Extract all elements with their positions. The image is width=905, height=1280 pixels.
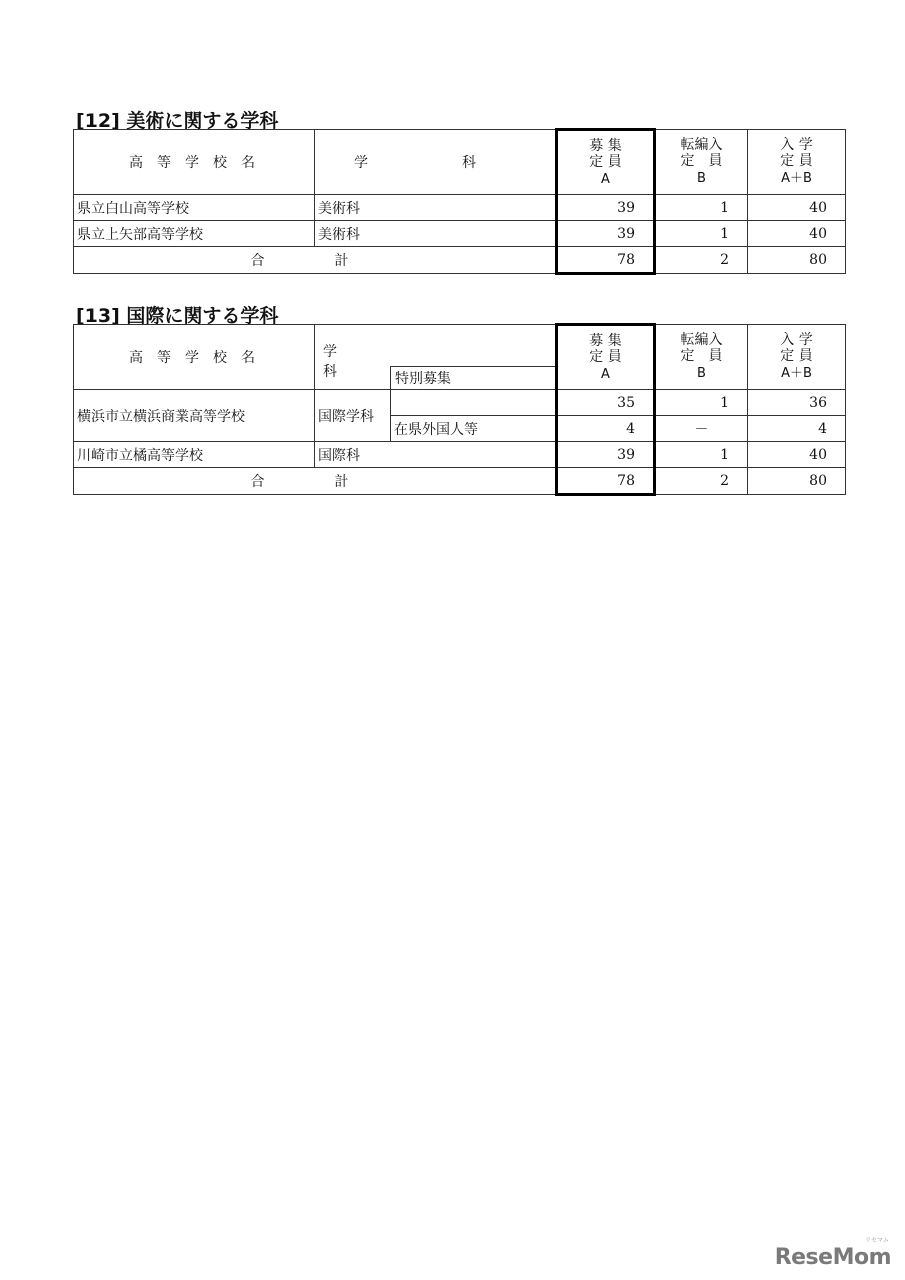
total-b: 2 xyxy=(655,468,748,495)
value-a: 39 xyxy=(557,195,655,221)
school-name: 県立上矢部高等学校 xyxy=(74,221,315,247)
special-value-a: 4 xyxy=(557,416,655,442)
total-row xyxy=(74,468,846,495)
section-title: [12] 美術に関する学科 xyxy=(76,110,279,132)
header-col-c-sub: A＋B xyxy=(781,171,812,186)
value-b: 1 xyxy=(655,390,748,416)
value-b: 1 xyxy=(655,442,748,468)
total-label: 合計 xyxy=(74,247,557,274)
special-name: 在県外国人等 xyxy=(391,416,557,442)
total-row xyxy=(74,247,846,274)
value-a: 35 xyxy=(557,390,655,416)
value-c: 40 xyxy=(748,221,846,247)
value-a: 39 xyxy=(557,221,655,247)
header-col-b xyxy=(655,325,748,390)
header-dept: 学 科 xyxy=(315,325,391,390)
header-dept: 学 科 xyxy=(315,130,557,195)
value-a: 39 xyxy=(557,442,655,468)
school-name: 横浜市立横浜商業高等学校 xyxy=(74,390,315,442)
total-b: 2 xyxy=(655,247,748,274)
header-col-b xyxy=(655,130,748,195)
section-title: [13] 国際に関する学科 xyxy=(76,305,279,327)
header-col-a-sub: A xyxy=(601,366,610,382)
header-school: 高等学校名 xyxy=(74,325,315,390)
header-col-c-label: 入 学 定 員 xyxy=(780,332,813,364)
value-c: 40 xyxy=(748,442,846,468)
header-col-b-sub: B xyxy=(697,171,706,186)
dept-name: 美術科 xyxy=(315,221,557,247)
resemom-logo: ReseMom xyxy=(774,1245,891,1270)
school-name: 県立白山高等学校 xyxy=(74,195,315,221)
capacity-table-international xyxy=(73,323,846,496)
header-col-a-label: 募 集 定 員 xyxy=(589,137,622,170)
total-c: 80 xyxy=(748,247,846,274)
table-row xyxy=(74,442,846,468)
special-blank xyxy=(391,390,557,416)
value-c: 40 xyxy=(748,195,846,221)
table-row xyxy=(74,390,846,416)
dept-name: 美術科 xyxy=(315,195,557,221)
header-col-a-label: 募 集 定 員 xyxy=(589,332,622,365)
school-name: 川崎市立橘高等学校 xyxy=(74,442,315,468)
header-col-c-label: 入 学 定 員 xyxy=(780,137,813,169)
total-label: 合計 xyxy=(74,468,557,495)
value-c: 36 xyxy=(748,390,846,416)
header-col-b-sub: B xyxy=(697,366,706,381)
dept-name: 国際学科 xyxy=(315,390,391,442)
special-value-b: － xyxy=(655,416,748,442)
header-dept-blank xyxy=(391,325,557,367)
header-col-a-sub: A xyxy=(601,171,610,187)
total-a: 78 xyxy=(557,247,655,274)
header-special: 特別募集 xyxy=(391,366,557,389)
header-school: 高等学校名 xyxy=(74,130,315,195)
watermark-sub: リセマム xyxy=(865,1237,889,1244)
header-col-a xyxy=(557,325,655,390)
total-a: 78 xyxy=(557,468,655,495)
capacity-table-art xyxy=(73,128,846,275)
dept-name: 国際科 xyxy=(315,442,557,468)
value-b: 1 xyxy=(655,221,748,247)
header-col-c xyxy=(748,325,846,390)
header-col-b-label: 転編入 定 員 xyxy=(680,137,723,169)
total-c: 80 xyxy=(748,468,846,495)
header-col-a xyxy=(557,130,655,195)
header-col-c-sub: A＋B xyxy=(781,366,812,381)
header-col-c xyxy=(748,130,846,195)
special-value-c: 4 xyxy=(748,416,846,442)
table-row xyxy=(74,221,846,247)
table-row xyxy=(74,195,846,221)
header-col-b-label: 転編入 定 員 xyxy=(680,332,723,364)
value-b: 1 xyxy=(655,195,748,221)
